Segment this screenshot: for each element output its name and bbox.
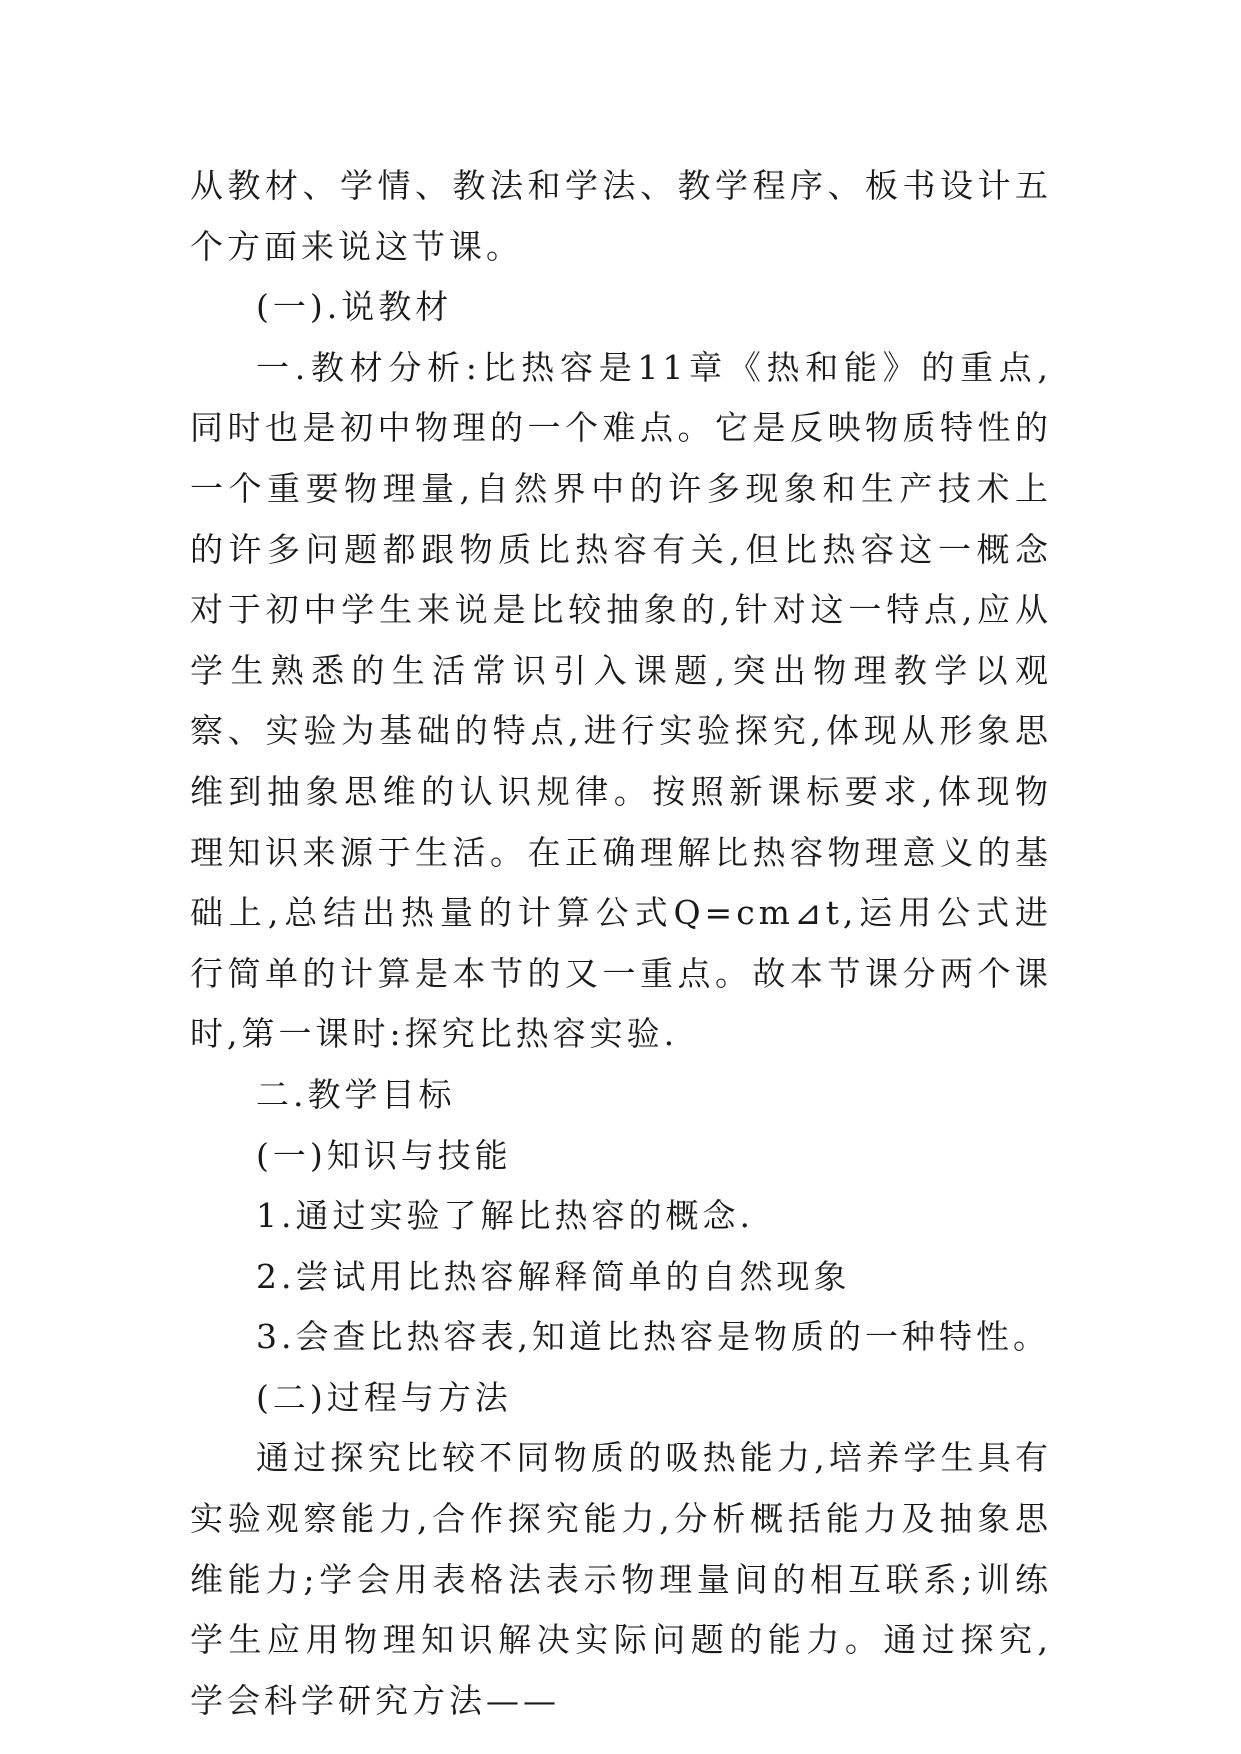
subheading-process-method: (二)过程与方法 [256,1377,512,1417]
paragraph-textbook-analysis: 一.教材分析:比热容是11章《热和能》的重点,同时也是初中物理的一个难点。它是反映物质特性的一个重要物理量,自然界中的许多现象和生产技术上的许多问题都跟物质比热容有关,但比热容这一概念对于初中学生来说是比较抽象的,针对这一特点,应从学生熟悉的生活常识引入课题,突出物理教学以观察、实验为基础的特点,进行实验探究,体现从形象思维到抽象思维的认识规律。按照新课标要求,体现物理知识来源于生活。在正确理解比热容物理意义的基础上,总结出热量的计算公式Q=cm⊿t,运用公式进行简单的计算是本节的又一重点。故本节课分两个课时,第一课时:探究比热容实验. [190,347,1052,1054]
section-heading-textbook: (一).说教材 [256,287,453,327]
list-item-goal-2: 2.尝试用比热容解释简单的自然现象 [256,1256,851,1296]
paragraph-process-method: 通过探究比较不同物质的吸热能力,培养学生具有实验观察能力,合作探究能力,分析概括能力及抽象思维能力;学会用表格法表示物理量间的相互联系;训练学生应用物理知识解决实际问题的能力。通过探究,学会科学研究方法—— [190,1438,1052,1720]
list-item-goal-3: 3.会查比热容表,知道比热容是物质的一种特性。 [256,1317,1050,1357]
paragraph-intro: 从教材、学情、教法和学法、教学程序、板书设计五个方面来说这节课。 [190,166,1052,266]
subheading-knowledge-skills: (一)知识与技能 [256,1135,512,1175]
list-item-goal-1: 1.通过实验了解比热容的概念. [256,1196,754,1236]
document-body [190,156,1052,1731]
section-heading-teaching-goals: 二.教学目标 [256,1074,456,1114]
